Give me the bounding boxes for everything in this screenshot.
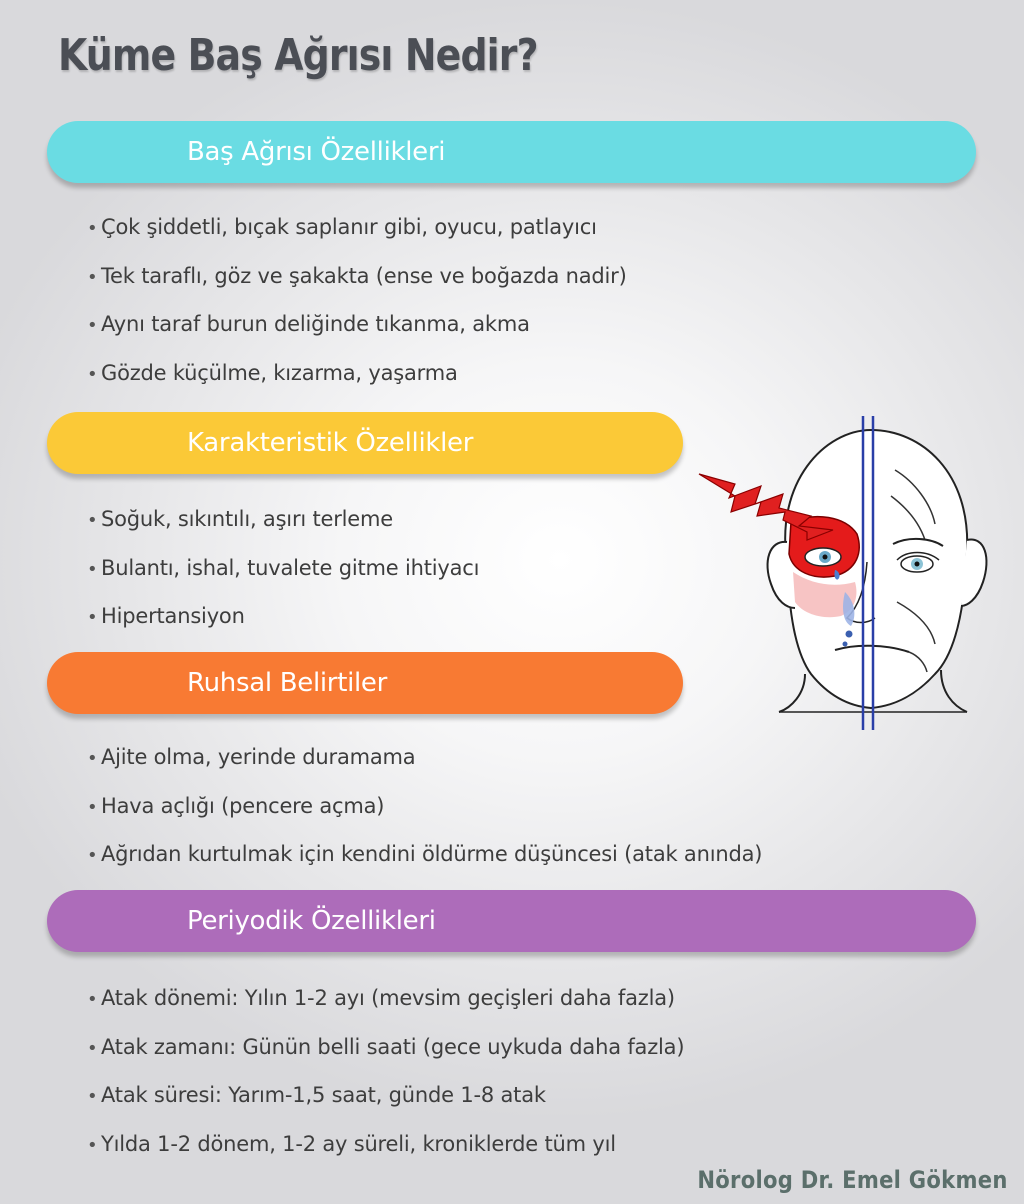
psychological-symptoms-list <box>87 743 762 889</box>
bullet-icon: • <box>87 1037 98 1059</box>
list-item: • Yılda 1-2 dönem, 1-2 ay süreli, kroniklerde tüm yıl <box>87 1130 684 1179</box>
periodic-features-list <box>87 984 684 1178</box>
page-title: Küme Baş Ağrısı Nedir? <box>58 30 538 81</box>
list-item: • Çok şiddetli, bıçak saplanır gibi, oyucu, patlayıcı <box>87 213 627 262</box>
list-item: • Hava açlığı (pencere açma) <box>87 792 762 841</box>
bullet-icon: • <box>87 266 98 288</box>
section-header-characteristic-features <box>47 412 683 474</box>
section-header-psychological-symptoms <box>47 652 683 714</box>
bullet-icon: • <box>87 315 98 336</box>
bullet-icon: • <box>87 845 98 866</box>
list-item: • Atak süresi: Yarım-1,5 saat, günde 1-8 atak <box>87 1081 684 1130</box>
headache-features-list <box>87 213 627 407</box>
list-item: • Soğuk, sıkıntılı, aşırı terleme <box>87 505 479 554</box>
bullet-icon: • <box>87 1134 98 1156</box>
list-item: • Ajite olma, yerinde duramama <box>87 743 762 792</box>
author-credit: Nörolog Dr. Emel Gökmen <box>697 1166 1008 1194</box>
bullet-icon: • <box>87 607 98 628</box>
section-heading: Periyodik Özellikleri <box>187 906 436 936</box>
bullet-icon: • <box>87 558 98 580</box>
section-header-headache-features <box>47 121 976 183</box>
section-heading: Baş Ağrısı Özellikleri <box>187 137 446 167</box>
bullet-icon: • <box>87 510 98 531</box>
list-item: • Tek taraflı, göz ve şakakta (ense ve boğazda nadir) <box>87 262 627 311</box>
list-item: • Hipertansiyon <box>87 602 479 651</box>
section-heading: Ruhsal Belirtiler <box>187 668 388 698</box>
list-item: • Aynı taraf burun deliğinde tıkanma, akma <box>87 310 627 359</box>
list-item: • Bulantı, ishal, tuvalete gitme ihtiyacı <box>87 554 479 603</box>
bullet-icon: • <box>87 989 98 1010</box>
bullet-icon: • <box>87 363 98 385</box>
list-item: • Atak dönemi: Yılın 1-2 ayı (mevsim geçişleri daha fazla) <box>87 984 684 1033</box>
bullet-icon: • <box>87 1086 98 1107</box>
list-item: • Atak zamanı: Günün belli saati (gece uykuda daha fazla) <box>87 1033 684 1082</box>
section-header-periodic-features <box>47 890 976 952</box>
section-heading: Karakteristik Özellikler <box>187 428 474 458</box>
list-item: • Ağrıdan kurtulmak için kendini öldürme düşüncesi (atak anında) <box>87 840 762 889</box>
bullet-icon: • <box>87 796 98 818</box>
list-item: • Gözde küçülme, kızarma, yaşarma <box>87 359 627 408</box>
characteristic-features-list <box>87 505 479 651</box>
face-with-unilateral-pain-icon <box>695 412 995 732</box>
bullet-icon: • <box>87 218 98 239</box>
bullet-icon: • <box>87 748 98 769</box>
